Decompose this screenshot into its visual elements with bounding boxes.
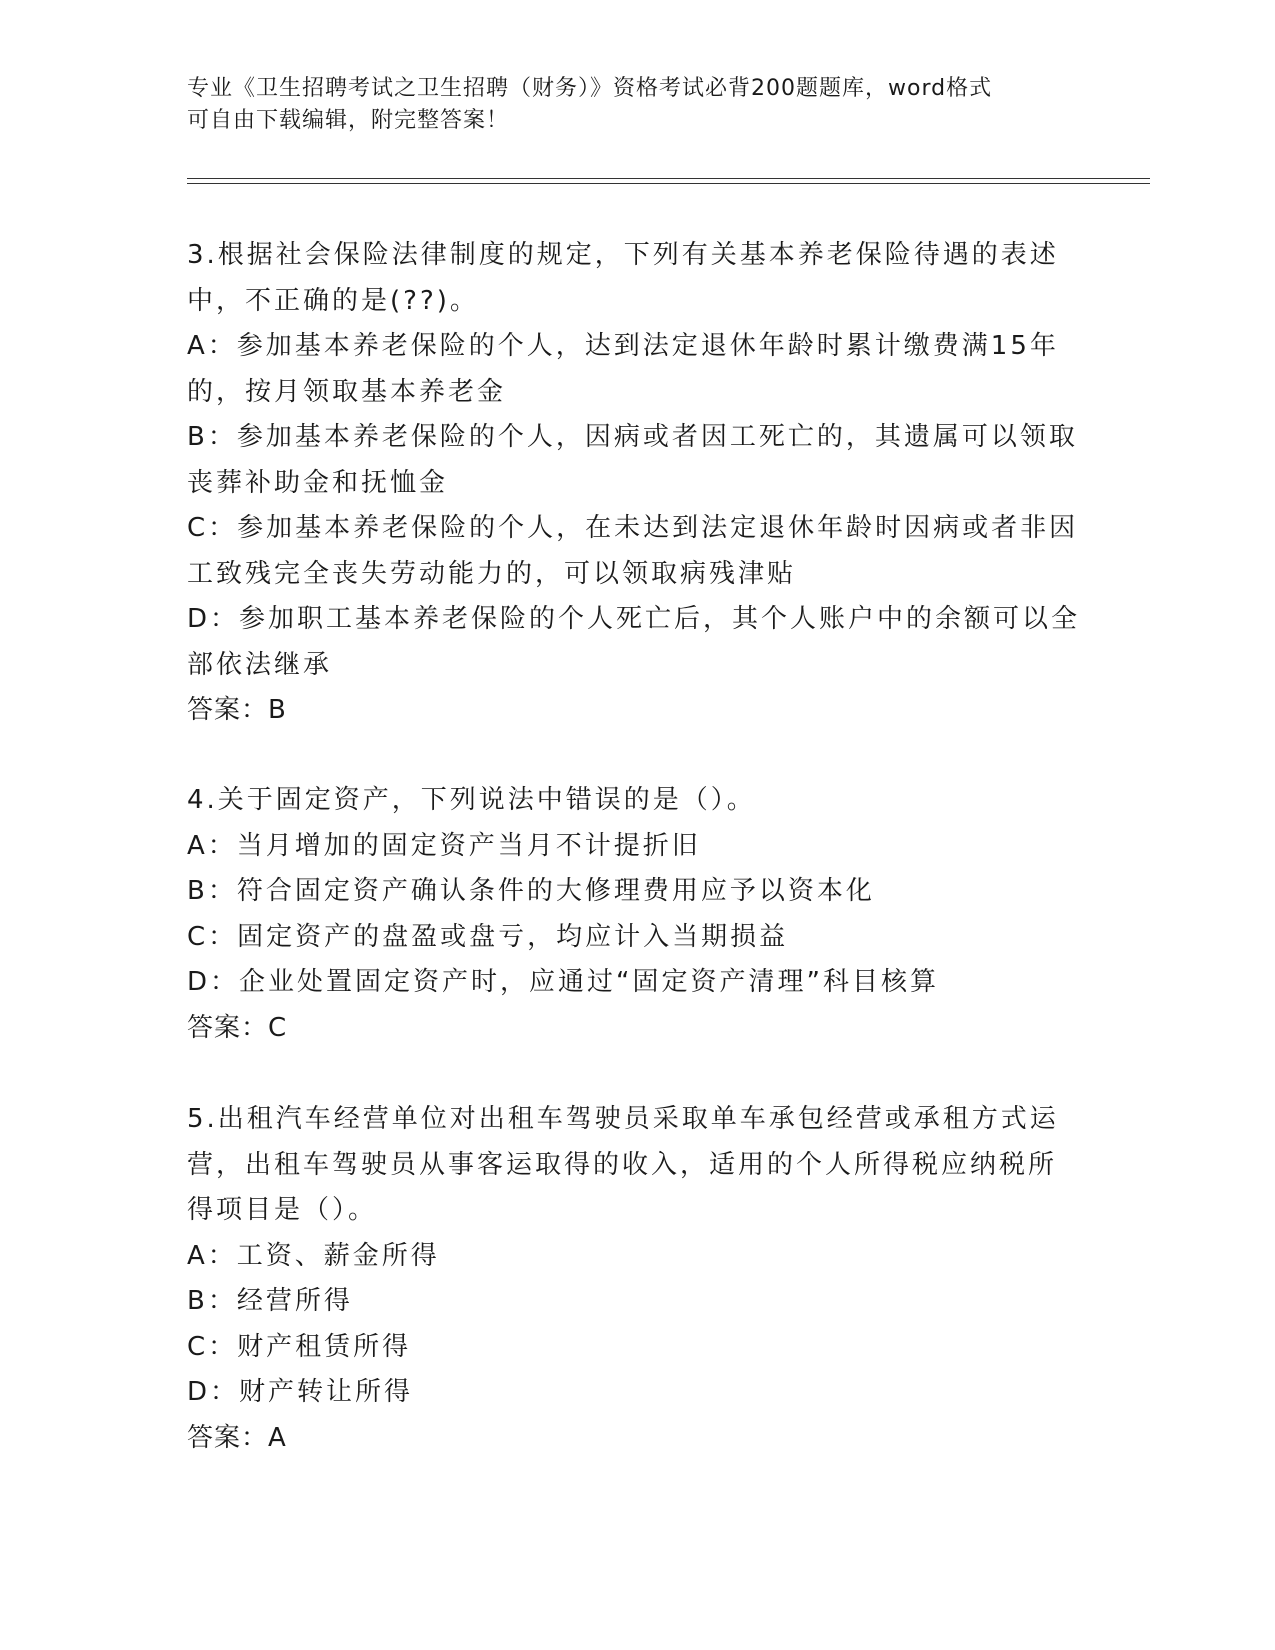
question-stem-line: 3.根据社会保险法律制度的规定，下列有关基本养老保险待遇的表述 [187, 240, 1059, 270]
option-b-line: B：符合固定资产确认条件的大修理费用应予以资本化 [187, 876, 875, 906]
header-divider-top [187, 178, 1150, 179]
question-stem-line: 中，不正确的是(??)。 [187, 285, 479, 316]
header-divider-bottom [187, 183, 1150, 184]
answer-label: 答案：A [187, 1422, 287, 1453]
question-stem-line: 得项目是（）。 [187, 1195, 378, 1225]
header-line-1: 专业《卫生招聘考试之卫生招聘（财务）》资格考试必背200题题库，word格式 [187, 76, 993, 101]
answer-label: 答案：C [187, 1012, 288, 1043]
option-c-line: 工致残完全丧失劳动能力的，可以领取病残津贴 [187, 558, 797, 589]
option-c-line: C：参加基本养老保险的个人，在未达到法定退休年龄时因病或者非因 [187, 513, 1079, 543]
option-d-line: D：财产转让所得 [187, 1377, 414, 1407]
option-c-line: C：固定资产的盘盈或盘亏，均应计入当期损益 [187, 921, 789, 952]
option-a-line: A：参加基本养老保险的个人，达到法定退休年龄时累计缴费满15年 [187, 331, 1059, 361]
question-4 [187, 778, 1087, 1051]
answer-label: 答案：B [187, 695, 287, 725]
question-stem-line: 营，出租车驾驶员从事客运取得的收入，适用的个人所得税应纳税所 [187, 1149, 1058, 1180]
question-stem-line: 4.关于固定资产，下列说法中错误的是（）。 [187, 785, 756, 815]
option-c-line: C：财产租赁所得 [187, 1331, 412, 1362]
option-a-line: A：工资、薪金所得 [187, 1240, 440, 1271]
option-a-line: 的，按月领取基本养老金 [187, 376, 507, 407]
option-d-line: D：参加职工基本养老保险的个人死亡后，其个人账户中的余额可以全 [187, 604, 1081, 634]
option-d-line: 部依法继承 [187, 649, 333, 680]
option-d-line: D：企业处置固定资产时，应通过“固定资产清理”科目核算 [187, 967, 939, 997]
option-b-line: B：经营所得 [187, 1286, 353, 1316]
header-line-2: 可自由下载编辑，附完整答案！ [187, 108, 510, 133]
option-b-line: 丧葬补助金和抚恤金 [187, 467, 449, 498]
option-b-line: B：参加基本养老保险的个人，因病或者因工死亡的，其遗属可以领取 [187, 422, 1078, 452]
question-stem-line: 5.出租汽车经营单位对出租车驾驶员采取单车承包经营或承租方式运 [187, 1104, 1059, 1134]
option-a-line: A：当月增加的固定资产当月不计提折旧 [187, 830, 701, 861]
question-5 [187, 1097, 1087, 1461]
document-header [187, 73, 1067, 137]
question-3 [187, 233, 1087, 734]
